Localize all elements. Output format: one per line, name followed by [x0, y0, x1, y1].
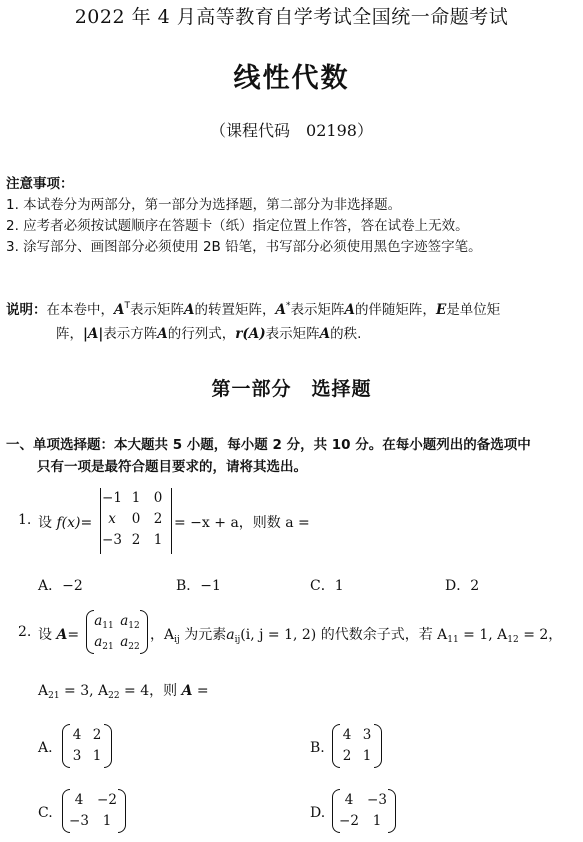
- matrix-cell: −3: [69, 813, 89, 829]
- q1-suffix: = −x + a，则数 a =: [174, 515, 310, 531]
- question-number: 2.: [18, 624, 32, 640]
- sub: ij: [234, 635, 241, 645]
- matrix-cell: 1: [362, 748, 372, 764]
- section-heading: 一、单项选择题：本大题共 5 小题，每小题 2 分，共 10 分。在每小题列出的备选项中: [6, 437, 531, 453]
- matrix-cell: 1: [372, 813, 382, 829]
- text: = 2，: [518, 627, 563, 643]
- text: 的伴随矩阵，: [354, 302, 436, 318]
- option-c: C．1: [310, 578, 344, 594]
- q1-prefix: [38, 512, 92, 532]
- notice-item: 2. 应考者必须按试题顺序在答题卡（纸）指定位置上作答，答在试卷上无效。: [6, 218, 469, 234]
- text: 的秩.: [330, 326, 362, 342]
- matrix-cell: $a_{12}$: [120, 613, 140, 631]
- text: 阵，: [56, 326, 83, 342]
- matrix-cell: −2: [339, 813, 359, 829]
- option-a: A．−2: [38, 578, 83, 594]
- matrix-cell: 4: [342, 727, 352, 743]
- text: = 3, A: [59, 683, 109, 699]
- math-A: A: [319, 326, 331, 342]
- option-b: B．−1: [176, 578, 221, 594]
- math-A: A: [344, 302, 355, 318]
- text: =: [80, 515, 93, 531]
- text: (i, j = 1, 2) 的代数余子式，若 A: [240, 627, 448, 643]
- option-d-label: D.: [310, 805, 326, 821]
- det-cell: 2: [131, 532, 141, 548]
- text: 为元素: [184, 627, 227, 643]
- det-cell: 1: [131, 490, 141, 506]
- question-number: 1.: [18, 512, 32, 528]
- explanation-line-2: [56, 322, 361, 342]
- det-cell: x: [108, 511, 116, 527]
- sub: 21: [48, 691, 60, 701]
- text: 表示矩阵: [129, 302, 184, 318]
- text: 是单位矩: [446, 302, 501, 318]
- explanation-line-1: [6, 298, 500, 318]
- notice-item: 1. 本试卷分为两部分，第一部分为选择题，第二部分为非选择题。: [6, 197, 402, 213]
- text: 在本卷中，: [46, 302, 114, 318]
- matrix-cell: 2: [342, 748, 352, 764]
- matrix-cell: 3: [362, 727, 372, 743]
- math-A: A: [114, 302, 125, 318]
- sub: 12: [507, 635, 519, 645]
- course-code: （课程代码 02198）: [210, 121, 373, 140]
- explanation-label: 说明：: [6, 302, 47, 318]
- math-A: A: [275, 302, 286, 318]
- q2-condition: [150, 624, 562, 645]
- matrix-cell: 2: [92, 727, 102, 743]
- option-a-label: A.: [38, 740, 53, 756]
- text: 表示矩阵: [265, 326, 320, 342]
- q2-prefix: [38, 624, 79, 644]
- math-rA: r(A): [235, 326, 266, 342]
- math-A: A: [183, 302, 195, 318]
- text: 的转置矩阵，: [194, 302, 276, 318]
- math-A: A: [157, 326, 168, 342]
- option-c-matrix: [62, 789, 126, 833]
- det-cell: 2: [153, 511, 163, 527]
- matrix-cell: $a_{11}$: [94, 613, 114, 631]
- math-star: *: [285, 301, 291, 311]
- option-a-matrix: [62, 724, 112, 768]
- math-A: A: [181, 683, 193, 699]
- text: 设: [38, 515, 52, 531]
- sub: 22: [108, 691, 120, 701]
- math-T: T: [124, 301, 130, 311]
- det-cell: 0: [153, 490, 163, 506]
- determinant: [100, 488, 172, 554]
- text: = 4，则: [119, 683, 178, 699]
- option-c-label: C.: [38, 805, 53, 821]
- math-a: a: [226, 627, 235, 643]
- text: 表示方阵: [103, 326, 158, 342]
- exam-title: 2022 年 4 月高等教育自学考试全国统一命题考试: [74, 6, 509, 28]
- matrix-cell: $a_{22}$: [120, 634, 140, 652]
- matrix-cell: 4: [344, 792, 354, 808]
- part-title: 第一部分 选择题: [211, 378, 372, 400]
- matrix-cell: 3: [72, 748, 82, 764]
- notice-heading: 注意事项：: [6, 176, 74, 192]
- det-cell: 0: [131, 511, 141, 527]
- math-A: A: [56, 627, 68, 643]
- det-cell: 1: [153, 532, 163, 548]
- subject-title: 线性代数: [233, 63, 350, 94]
- text: 表示矩阵: [290, 302, 345, 318]
- det-cell: −1: [102, 490, 122, 506]
- text: =: [192, 683, 209, 699]
- matrix-cell: 1: [102, 813, 112, 829]
- option-b-matrix: [332, 724, 382, 768]
- math-detA: |A|: [83, 326, 104, 342]
- text: ，A: [150, 627, 175, 643]
- matrix-cell: −2: [97, 792, 117, 808]
- math-fx: f(x): [56, 515, 81, 531]
- sub: 11: [447, 635, 459, 645]
- q2-line-2: [38, 680, 209, 701]
- matrix-A: [86, 610, 148, 654]
- matrix-cell: 1: [92, 748, 102, 764]
- text: =: [67, 627, 80, 643]
- math-E: E: [435, 302, 447, 318]
- matrix-cell: $a_{21}$: [94, 634, 114, 652]
- matrix-cell: −3: [367, 792, 387, 808]
- text: 设: [38, 627, 52, 643]
- option-d: D．2: [445, 578, 480, 594]
- option-d-matrix: [332, 789, 396, 833]
- text: A: [38, 683, 49, 699]
- matrix-cell: 4: [72, 727, 82, 743]
- text: = 1, A: [458, 627, 508, 643]
- sub: ij: [174, 635, 180, 645]
- matrix-cell: 4: [74, 792, 84, 808]
- det-cell: −3: [102, 532, 122, 548]
- text: 的行列式，: [167, 326, 236, 342]
- option-b-label: B.: [310, 740, 325, 756]
- notice-item: 3. 涂写部分、画图部分必须使用 2B 铅笔，书写部分必须使用黑色字迹签字笔。: [6, 239, 482, 255]
- section-heading-line-2: 只有一项是最符合题目要求的，请将其选出。: [37, 459, 307, 475]
